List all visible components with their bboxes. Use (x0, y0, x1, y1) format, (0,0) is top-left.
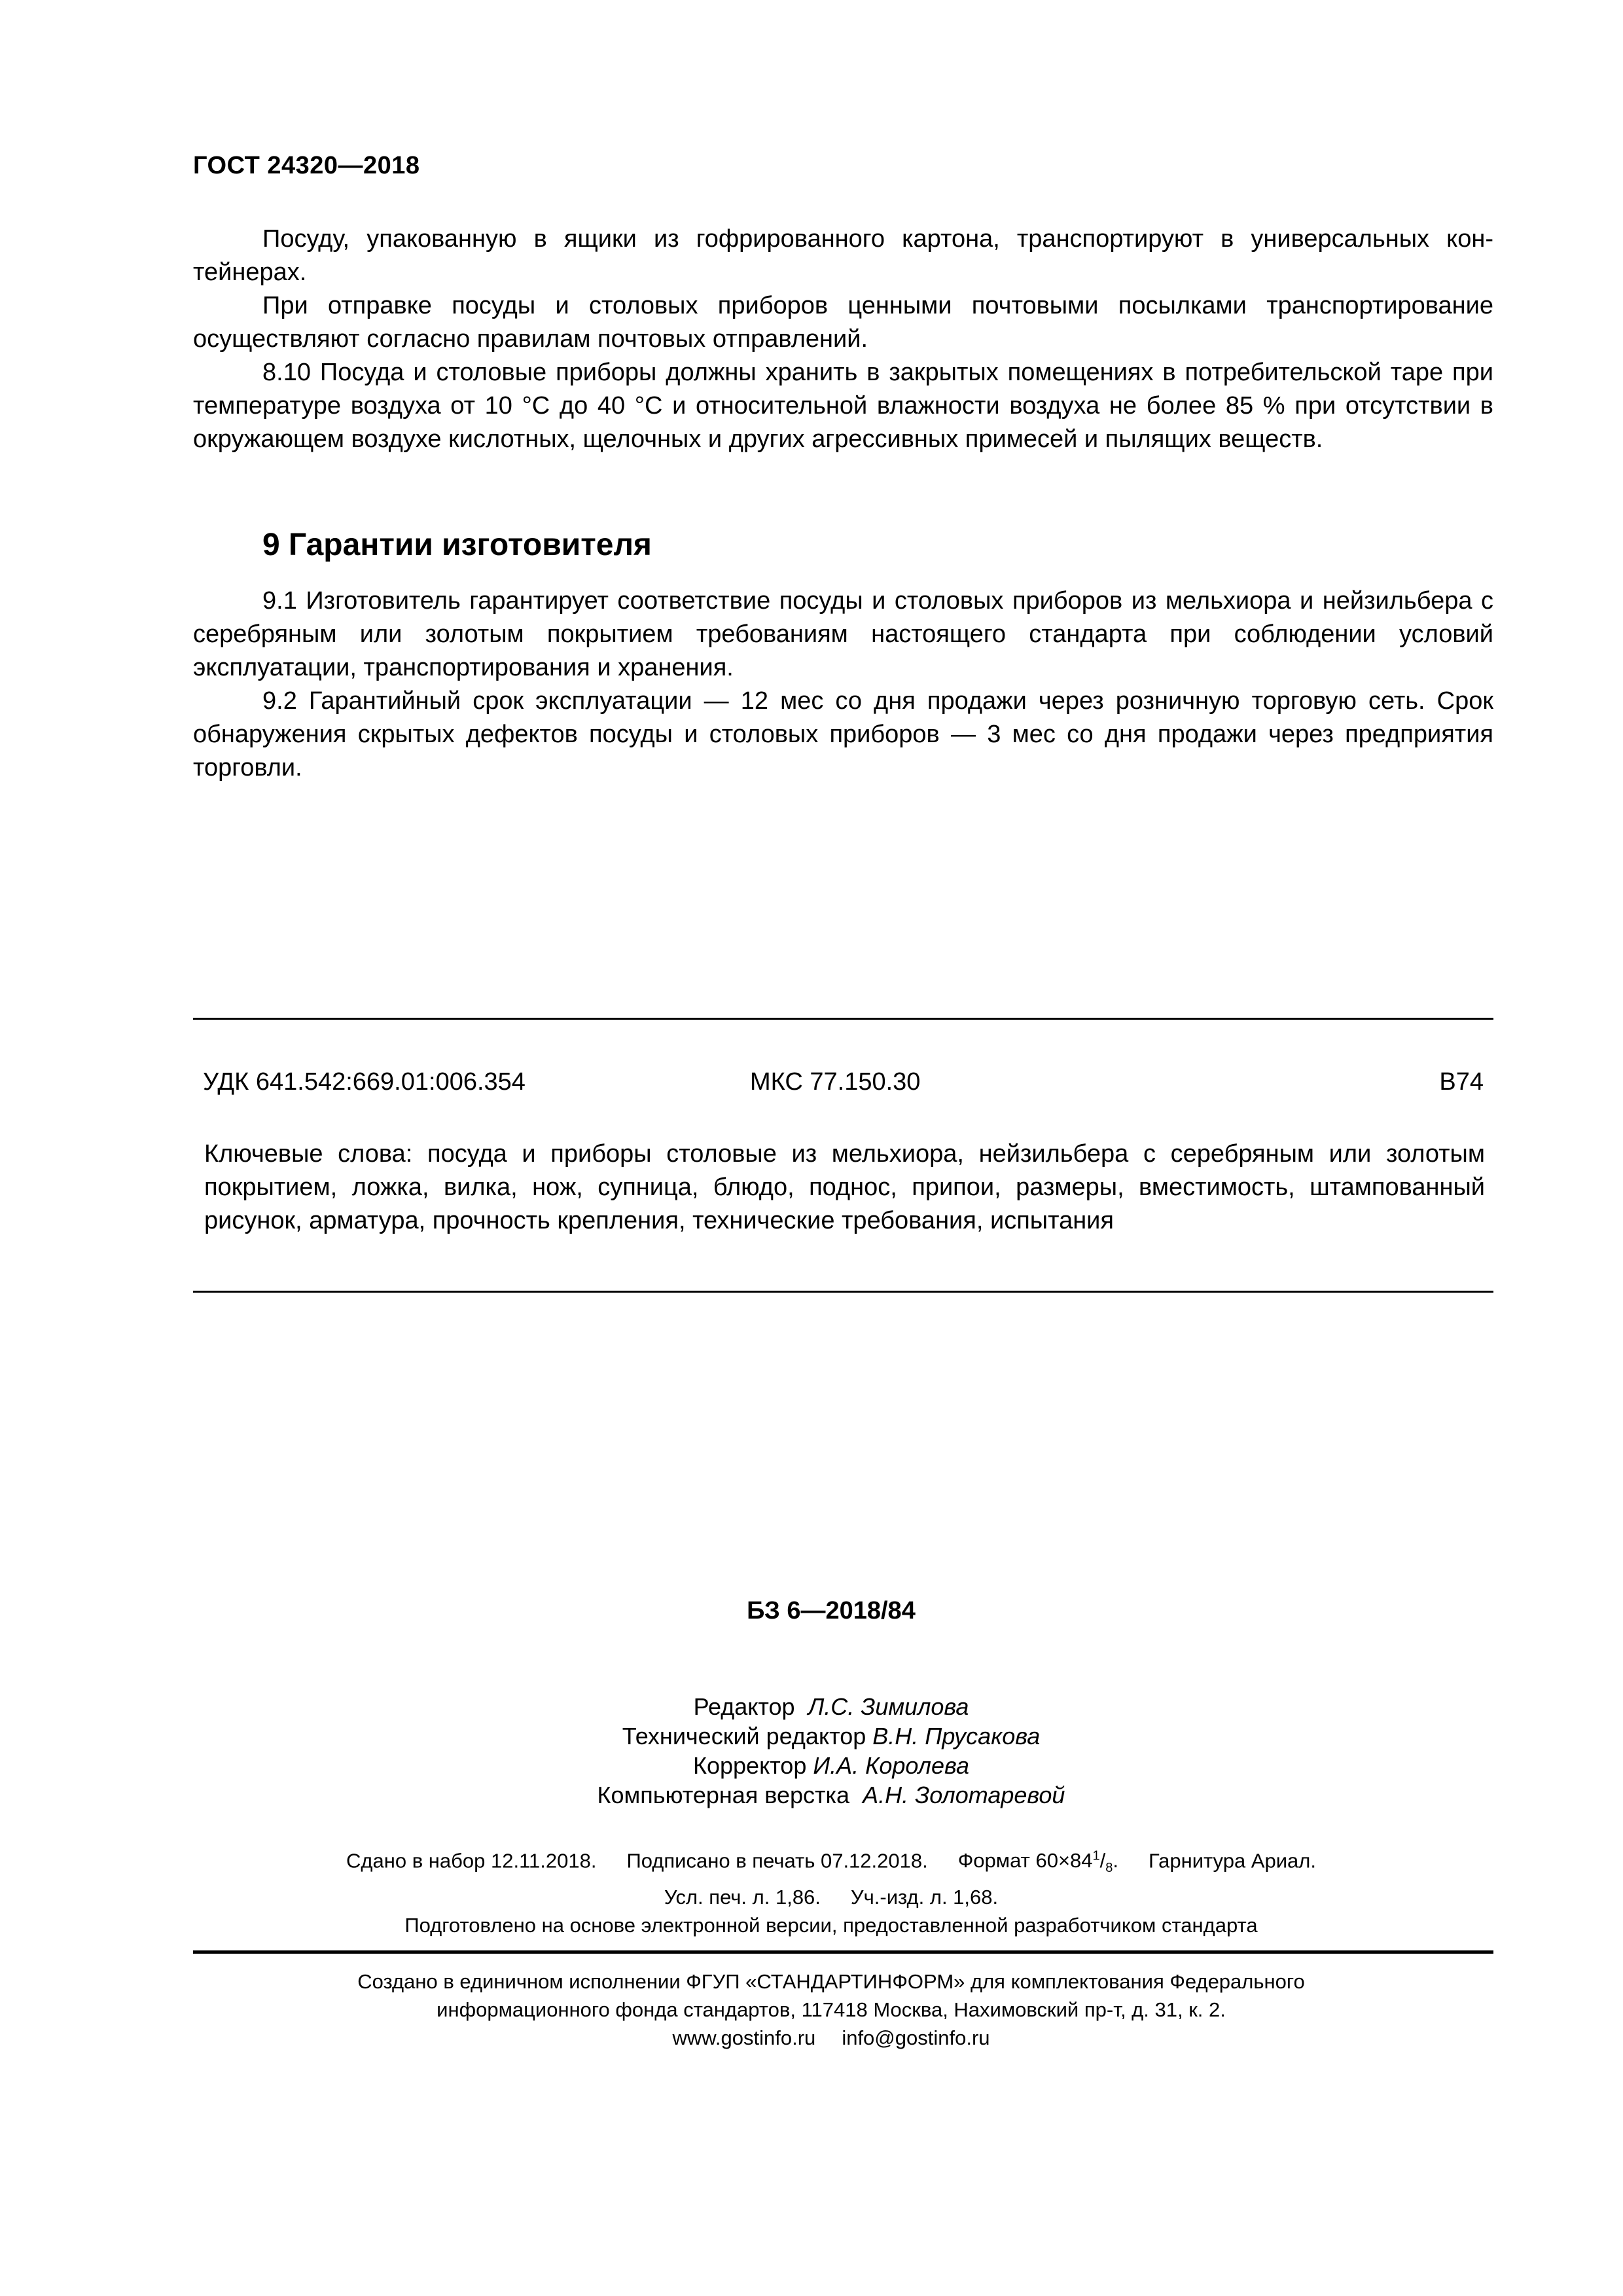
credit-role: Компьютерная верстка (597, 1782, 850, 1808)
divider-top (193, 1018, 1493, 1020)
publisher-block (0, 1967, 1623, 2052)
paragraph-9-1: 9.1 Изготовитель гарантирует соответствие посуды и столовых приборов из мельхиора и нейзильбера с серебряным или золотым покрытием требованиям настоящего стандарта при соблюдении условий эксплуатации, транспортирования и хранения. (193, 587, 1493, 681)
paragraph-8-10-storage: 8.10 Посуда и столовые приборы должны хранить в закрытых помещениях в потребительской таре при температуре воздуха от 10 °С до 40 °С и относительной влажности воздуха не более 85 % при отсутствии в окружающем воздухе кислотных, щелочных и других агрессивных примесей и пылящих веществ. (193, 359, 1493, 453)
section-9-title: 9 Гарантии изготовителя (262, 528, 652, 562)
divider-bottom (193, 1291, 1493, 1293)
credit-tech-editor (39, 1721, 1623, 1751)
print-info (0, 1842, 1623, 1939)
usl-pech: Усл. печ. л. 1,86. (664, 1885, 821, 1909)
keywords: Ключевые слова: посуда и приборы столовые из мельхиора, нейзильбера с серебряным или золотым покрытием, ложка, вилка, нож, супница, блюдо, поднос, припои, размеры, вместимость, штампованный рисунок, арматура, прочность крепления, технические требования, испытания (204, 1140, 1485, 1234)
paragraph-transport-cardboard: Посуду, упакованную в ящики из гофрированного картона, транспортируют в универсальных кон-тейнерах. (193, 225, 1493, 286)
credit-name: А.Н. Золотаревой (863, 1782, 1065, 1808)
credit-role: Редактор (693, 1693, 795, 1720)
credit-role: Корректор (693, 1752, 807, 1779)
credits-block (0, 1692, 1623, 1810)
credit-name: И.А. Королева (813, 1752, 969, 1779)
classification-row (203, 1068, 1484, 1096)
section-9-body (193, 584, 1493, 785)
divider-publisher (193, 1950, 1493, 1954)
credit-role: Технический редактор (622, 1723, 866, 1749)
mks-code: МКС 77.150.30 (750, 1068, 921, 1096)
uch-izd: Уч.-изд. л. 1,68. (850, 1885, 999, 1909)
paragraph-9-2: 9.2 Гарантийный срок эксплуатации — 12 мес со дня продажи через розничную торговую сеть. Срок обнаружения скрытых дефектов посуды и столовых приборов — 3 мес со дня продажи через предприятия торговли. (193, 687, 1493, 781)
font-info: Гарнитура Ариал. (1149, 1849, 1316, 1873)
email-link[interactable]: info@gostinfo.ru (842, 2026, 990, 2049)
classification-code: В74 (1439, 1068, 1484, 1096)
publisher-line1: Создано в единичном исполнении ФГУП «СТАНДАРТИНФОРМ» для комплектования Федерального (357, 1970, 1305, 1993)
document-header: ГОСТ 24320—2018 (193, 152, 420, 179)
prepared-note: Подготовлено на основе электронной версии, предоставленной разработчиком стандарта (404, 1913, 1258, 1937)
storage-section-continuation (193, 223, 1493, 456)
credit-name: В.Н. Прусакова (872, 1723, 1041, 1749)
signed-date: Подписано в печать 07.12.2018. (626, 1849, 928, 1873)
publisher-contacts (39, 2024, 1623, 2052)
credit-proofreader (39, 1751, 1623, 1780)
submitted-date: Сдано в набор 12.11.2018. (346, 1849, 597, 1873)
website-link[interactable]: www.gostinfo.ru (672, 2026, 816, 2049)
credit-name: Л.С. Зимилова (808, 1693, 969, 1720)
format: Формат $60\times 84^1/_8$. (957, 1849, 1119, 1876)
paragraph-postal-shipping: При отправке посуды и столовых приборов ценными почтовыми посылками транспортирование осуществляют согласно правилам почтовых отправлений. (193, 292, 1493, 353)
credit-layout (39, 1780, 1623, 1810)
publisher-line2: информационного фонда стандартов, 117418 Москва, Нахимовский пр-т, д. 31, к. 2. (437, 1998, 1226, 2021)
print-info-line2 (39, 1883, 1623, 1911)
credit-editor (39, 1692, 1623, 1721)
print-info-line1 (39, 1842, 1623, 1883)
bz-number: БЗ 6—2018/84 (747, 1597, 916, 1624)
udk-code: УДК 641.542:669.01:006.354 (203, 1068, 526, 1096)
